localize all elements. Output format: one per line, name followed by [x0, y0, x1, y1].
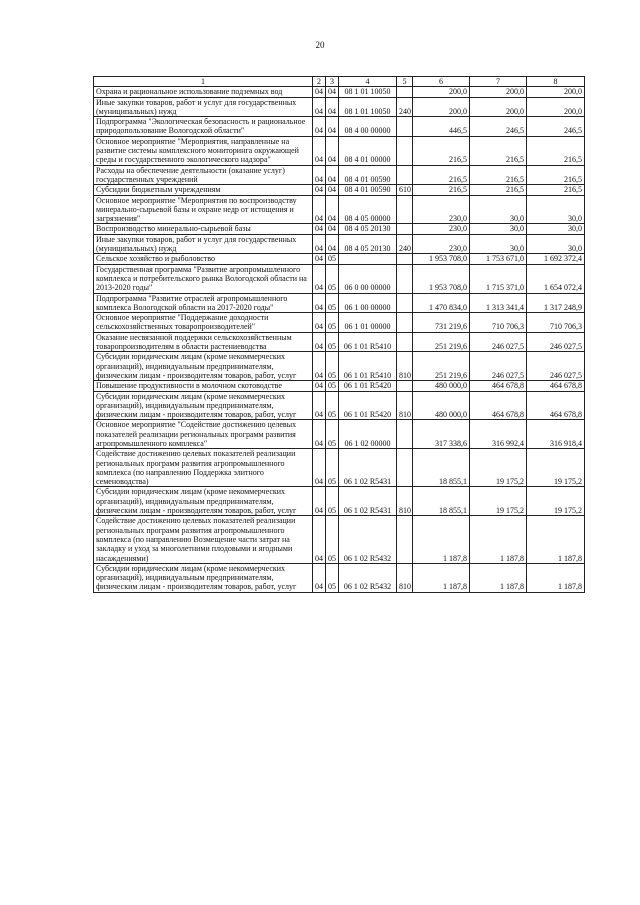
chapter-code-cell: 04 [313, 87, 326, 97]
table-row [94, 313, 585, 333]
expense-type-cell: 810 [397, 391, 413, 420]
amount-year3-cell: 200,0 [527, 87, 585, 97]
chapter-code-cell: 04 [313, 563, 326, 592]
target-article-cell: 06 1 02 R5431 [339, 449, 397, 487]
amount-year3-cell: 30,0 [527, 224, 585, 234]
expense-type-cell: 240 [397, 234, 413, 254]
subchapter-code-cell: 04 [326, 117, 339, 137]
budget-table [93, 76, 585, 593]
row-name-cell: Иные закупки товаров, работ и услуг для государственных (муниципальных) нужд [94, 97, 313, 117]
amount-year1-cell: 1 470 834,0 [413, 293, 470, 313]
column-header: 3 [326, 77, 339, 87]
row-name-cell: Повышение продуктивности в молочном скотоводстве [94, 381, 313, 391]
amount-year2-cell: 1 187,8 [470, 563, 527, 592]
target-article-cell: 08 4 05 20130 [339, 224, 397, 234]
row-name-cell: Субсидии юридическим лицам (кроме некоммерческих организаций), индивидуальным предпринимателям, физическим лицам - производителям товаров, работ, услуг [94, 487, 313, 516]
target-article-cell: 08 4 05 00000 [339, 195, 397, 224]
amount-year3-cell: 246 027,5 [527, 352, 585, 381]
expense-type-cell: 610 [397, 185, 413, 195]
table-row [94, 117, 585, 137]
target-article-cell: 08 4 00 00000 [339, 117, 397, 137]
amount-year2-cell: 200,0 [470, 87, 527, 97]
amount-year2-cell: 19 175,2 [470, 487, 527, 516]
amount-year3-cell: 710 706,3 [527, 313, 585, 333]
table-row [94, 185, 585, 195]
expense-type-cell [397, 195, 413, 224]
subchapter-code-cell: 05 [326, 254, 339, 264]
chapter-code-cell: 04 [313, 165, 326, 185]
amount-year2-cell: 216,5 [470, 136, 527, 165]
column-header: 8 [527, 77, 585, 87]
target-article-cell: 06 1 00 00000 [339, 293, 397, 313]
amount-year3-cell: 246,5 [527, 117, 585, 137]
subchapter-code-cell: 05 [326, 420, 339, 449]
table-row [94, 293, 585, 313]
chapter-code-cell: 04 [313, 391, 326, 420]
column-header: 1 [94, 77, 313, 87]
expense-type-cell [397, 254, 413, 264]
row-name-cell: Основное мероприятие "Мероприятия, направленные на развитие системы комплексного мониторинга окружающей среды и государственного экологического надзора" [94, 136, 313, 165]
row-name-cell: Охрана и рациональное использование подземных вод [94, 87, 313, 97]
chapter-code-cell: 04 [313, 449, 326, 487]
table-row [94, 165, 585, 185]
amount-year1-cell: 18 855,1 [413, 487, 470, 516]
subchapter-code-cell: 05 [326, 352, 339, 381]
chapter-code-cell: 04 [313, 264, 326, 293]
amount-year2-cell: 246 027,5 [470, 332, 527, 352]
subchapter-code-cell: 05 [326, 264, 339, 293]
amount-year2-cell: 710 706,3 [470, 313, 527, 333]
table-row [94, 563, 585, 592]
amount-year2-cell: 1 187,8 [470, 516, 527, 563]
expense-type-cell [397, 87, 413, 97]
amount-year2-cell: 30,0 [470, 234, 527, 254]
chapter-code-cell: 04 [313, 234, 326, 254]
expense-type-cell [397, 313, 413, 333]
subchapter-code-cell: 05 [326, 563, 339, 592]
amount-year1-cell: 230,0 [413, 224, 470, 234]
target-article-cell: 06 1 01 R5410 [339, 332, 397, 352]
column-header: 2 [313, 77, 326, 87]
subchapter-code-cell: 04 [326, 97, 339, 117]
table-row [94, 332, 585, 352]
target-article-cell: 08 1 01 10050 [339, 97, 397, 117]
amount-year3-cell: 464 678,8 [527, 381, 585, 391]
subchapter-code-cell: 05 [326, 516, 339, 563]
amount-year3-cell: 216,5 [527, 136, 585, 165]
subchapter-code-cell: 05 [326, 293, 339, 313]
target-article-cell: 08 4 05 20130 [339, 234, 397, 254]
chapter-code-cell: 04 [313, 224, 326, 234]
amount-year2-cell: 200,0 [470, 97, 527, 117]
amount-year2-cell: 316 992,4 [470, 420, 527, 449]
amount-year2-cell: 216,5 [470, 165, 527, 185]
target-article-cell: 06 1 02 00000 [339, 420, 397, 449]
amount-year1-cell: 1 953 708,0 [413, 264, 470, 293]
subchapter-code-cell: 04 [326, 185, 339, 195]
subchapter-code-cell: 05 [326, 313, 339, 333]
amount-year2-cell: 1 715 371,0 [470, 264, 527, 293]
expense-type-cell [397, 224, 413, 234]
page-number: 20 [315, 40, 325, 50]
amount-year1-cell: 216,5 [413, 185, 470, 195]
expense-type-cell: 240 [397, 97, 413, 117]
target-article-cell [339, 254, 397, 264]
amount-year1-cell: 317 338,6 [413, 420, 470, 449]
expense-type-cell [397, 420, 413, 449]
row-name-cell: Иные закупки товаров, работ и услуг для государственных (муниципальных) нужд [94, 234, 313, 254]
amount-year1-cell: 18 855,1 [413, 449, 470, 487]
column-header: 4 [339, 77, 397, 87]
chapter-code-cell: 04 [313, 254, 326, 264]
table-row [94, 224, 585, 234]
amount-year1-cell: 200,0 [413, 87, 470, 97]
amount-year3-cell: 216,5 [527, 165, 585, 185]
chapter-code-cell: 04 [313, 195, 326, 224]
amount-year1-cell: 1 187,8 [413, 516, 470, 563]
expense-type-cell [397, 293, 413, 313]
table-row [94, 391, 585, 420]
chapter-code-cell: 04 [313, 516, 326, 563]
row-name-cell: Воспроизводство минерально-сырьевой базы [94, 224, 313, 234]
row-name-cell: Основное мероприятие "Мероприятия по воспроизводству минерально-сырьевой базы и охране недр от истощения и загрязнения" [94, 195, 313, 224]
amount-year2-cell: 216,5 [470, 185, 527, 195]
amount-year2-cell: 464 678,8 [470, 381, 527, 391]
amount-year1-cell: 216,5 [413, 165, 470, 185]
amount-year2-cell: 30,0 [470, 195, 527, 224]
row-name-cell: Субсидии бюджетным учреждениям [94, 185, 313, 195]
amount-year1-cell: 480 000,0 [413, 391, 470, 420]
amount-year1-cell: 1 953 708,0 [413, 254, 470, 264]
row-name-cell: Субсидии юридическим лицам (кроме некоммерческих организаций), индивидуальным предпринимателям, физическим лицам - производителям товаров, работ, услуг [94, 352, 313, 381]
expense-type-cell [397, 332, 413, 352]
table-row [94, 97, 585, 117]
row-name-cell: Оказание несвязанной поддержки сельскохозяйственным товаропроизводителям в области растениеводства [94, 332, 313, 352]
row-name-cell: Подпрограмма "Экологическая безопасность и рациональное природопользование Вологодской области" [94, 117, 313, 137]
table-row [94, 516, 585, 563]
table-row [94, 254, 585, 264]
chapter-code-cell: 04 [313, 185, 326, 195]
expense-type-cell: 810 [397, 487, 413, 516]
amount-year1-cell: 216,5 [413, 136, 470, 165]
amount-year3-cell: 246 027,5 [527, 332, 585, 352]
column-number-row [94, 77, 585, 87]
table-body [94, 87, 585, 592]
amount-year3-cell: 1 654 072,4 [527, 264, 585, 293]
amount-year1-cell: 446,5 [413, 117, 470, 137]
table-row [94, 234, 585, 254]
subchapter-code-cell: 05 [326, 381, 339, 391]
chapter-code-cell: 04 [313, 420, 326, 449]
amount-year1-cell: 251 219,6 [413, 352, 470, 381]
subchapter-code-cell: 04 [326, 224, 339, 234]
amount-year2-cell: 246,5 [470, 117, 527, 137]
chapter-code-cell: 04 [313, 136, 326, 165]
target-article-cell: 06 1 02 R5431 [339, 487, 397, 516]
column-header: 7 [470, 77, 527, 87]
table-row [94, 195, 585, 224]
target-article-cell: 06 0 00 00000 [339, 264, 397, 293]
amount-year3-cell: 30,0 [527, 195, 585, 224]
amount-year3-cell: 1 187,8 [527, 563, 585, 592]
expense-type-cell [397, 381, 413, 391]
subchapter-code-cell: 05 [326, 487, 339, 516]
amount-year3-cell: 1 692 372,4 [527, 254, 585, 264]
row-name-cell: Государственная программа "Развитие агропромышленного комплекса и потребительского рынка Вологодской области на 2013-2020 годы" [94, 264, 313, 293]
target-article-cell: 08 4 01 00590 [339, 165, 397, 185]
chapter-code-cell: 04 [313, 381, 326, 391]
chapter-code-cell: 04 [313, 293, 326, 313]
table-row [94, 136, 585, 165]
amount-year2-cell: 30,0 [470, 224, 527, 234]
amount-year3-cell: 200,0 [527, 97, 585, 117]
amount-year3-cell: 464 678,8 [527, 391, 585, 420]
row-name-cell: Основное мероприятие "Содействие достижению целевых показателей реализации региональных программ развития агропромышленного комплекса" [94, 420, 313, 449]
amount-year1-cell: 731 219,6 [413, 313, 470, 333]
target-article-cell: 06 1 01 00000 [339, 313, 397, 333]
chapter-code-cell: 04 [313, 97, 326, 117]
target-article-cell: 08 1 01 10050 [339, 87, 397, 97]
table-row [94, 352, 585, 381]
expense-type-cell [397, 264, 413, 293]
chapter-code-cell: 04 [313, 487, 326, 516]
amount-year2-cell: 246 027,5 [470, 352, 527, 381]
amount-year1-cell: 251 219,6 [413, 332, 470, 352]
target-article-cell: 06 1 01 R5420 [339, 381, 397, 391]
table-row [94, 487, 585, 516]
amount-year3-cell: 30,0 [527, 234, 585, 254]
chapter-code-cell: 04 [313, 352, 326, 381]
expense-type-cell: 810 [397, 352, 413, 381]
subchapter-code-cell: 04 [326, 165, 339, 185]
row-name-cell: Подпрограмма "Развитие отраслей агропромышленного комплекса Вологодской области на 2017-2020 годы" [94, 293, 313, 313]
expense-type-cell [397, 165, 413, 185]
amount-year3-cell: 19 175,2 [527, 487, 585, 516]
amount-year2-cell: 1 753 671,0 [470, 254, 527, 264]
target-article-cell: 06 1 01 R5420 [339, 391, 397, 420]
table-row [94, 87, 585, 97]
row-name-cell: Сельское хозяйство и рыболовство [94, 254, 313, 264]
subchapter-code-cell: 05 [326, 332, 339, 352]
row-name-cell: Субсидии юридическим лицам (кроме некоммерческих организаций), индивидуальным предпринимателям, физическим лицам - производителям товаров, работ, услуг [94, 563, 313, 592]
amount-year2-cell: 464 678,8 [470, 391, 527, 420]
table-row [94, 264, 585, 293]
column-header: 6 [413, 77, 470, 87]
amount-year3-cell: 216,5 [527, 185, 585, 195]
amount-year1-cell: 230,0 [413, 195, 470, 224]
target-article-cell: 08 4 01 00000 [339, 136, 397, 165]
table-row [94, 420, 585, 449]
amount-year3-cell: 1 317 248,9 [527, 293, 585, 313]
amount-year3-cell: 316 918,4 [527, 420, 585, 449]
subchapter-code-cell: 05 [326, 391, 339, 420]
table-row [94, 381, 585, 391]
chapter-code-cell: 04 [313, 313, 326, 333]
subchapter-code-cell: 04 [326, 136, 339, 165]
expense-type-cell [397, 516, 413, 563]
subchapter-code-cell: 04 [326, 234, 339, 254]
subchapter-code-cell: 04 [326, 195, 339, 224]
expense-type-cell [397, 136, 413, 165]
amount-year1-cell: 480 000,0 [413, 381, 470, 391]
target-article-cell: 08 4 01 00590 [339, 185, 397, 195]
target-article-cell: 06 1 01 R5410 [339, 352, 397, 381]
amount-year3-cell: 19 175,2 [527, 449, 585, 487]
row-name-cell: Субсидии юридическим лицам (кроме некоммерческих организаций), индивидуальным предпринимателям, физическим лицам - производителям товаров, работ, услуг [94, 391, 313, 420]
amount-year3-cell: 1 187,8 [527, 516, 585, 563]
row-name-cell: Содействие достижению целевых показателей реализации региональных программ развития агропромышленного комплекса (по направлению Поддержка элитного семеноводства) [94, 449, 313, 487]
target-article-cell: 06 1 02 R5432 [339, 516, 397, 563]
expense-type-cell [397, 117, 413, 137]
amount-year2-cell: 1 313 341,4 [470, 293, 527, 313]
chapter-code-cell: 04 [313, 117, 326, 137]
amount-year1-cell: 1 187,8 [413, 563, 470, 592]
chapter-code-cell: 04 [313, 332, 326, 352]
expense-type-cell [397, 449, 413, 487]
row-name-cell: Содействие достижению целевых показателей реализации региональных программ развития агропромышленного комплекса (по направлению Возмещение части затрат на закладку и уход за многолетними плодовыми и ягодными насаждениями) [94, 516, 313, 563]
row-name-cell: Расходы на обеспечение деятельности (оказание услуг) государственных учреждений [94, 165, 313, 185]
subchapter-code-cell: 04 [326, 87, 339, 97]
row-name-cell: Основное мероприятие "Поддержание доходности сельскохозяйственных товаропроизводителей" [94, 313, 313, 333]
amount-year2-cell: 19 175,2 [470, 449, 527, 487]
column-header: 5 [397, 77, 413, 87]
table-row [94, 449, 585, 487]
expense-type-cell: 810 [397, 563, 413, 592]
amount-year1-cell: 230,0 [413, 234, 470, 254]
amount-year1-cell: 200,0 [413, 97, 470, 117]
target-article-cell: 06 1 02 R5432 [339, 563, 397, 592]
subchapter-code-cell: 05 [326, 449, 339, 487]
